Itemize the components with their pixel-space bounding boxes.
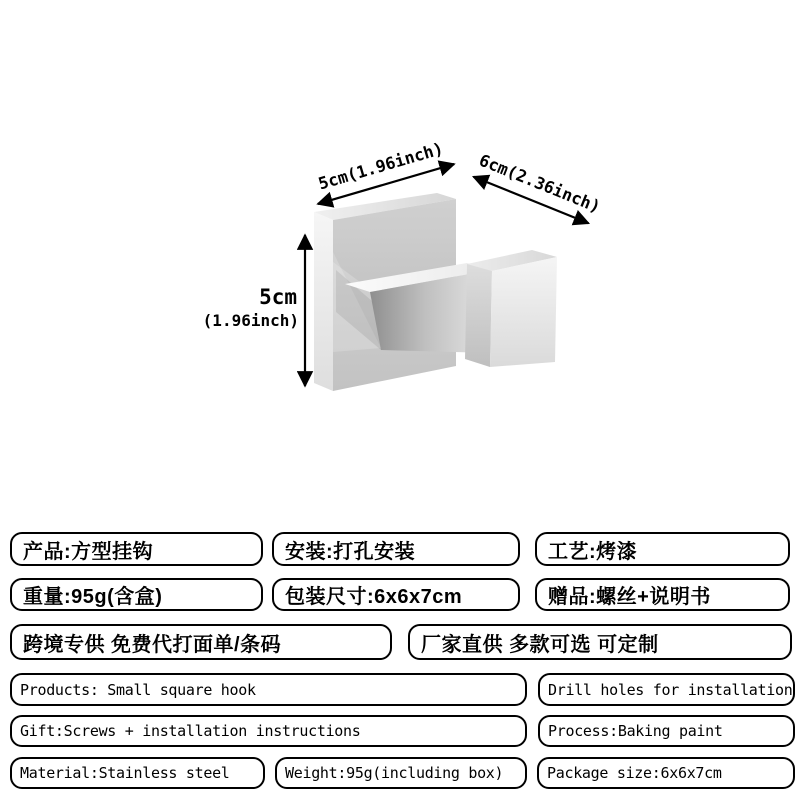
height-value-label: 5cm: [259, 285, 297, 309]
spec-text-weight: 重量:95g(含盒): [23, 586, 163, 608]
spec-text-craft: 工艺:烤漆: [548, 540, 638, 563]
spec-box-cross-border: [10, 624, 392, 660]
depth-label: 6cm(2.36inch): [476, 150, 604, 217]
spec-text-process-en: Process:Baking paint: [548, 722, 723, 740]
spec-box-gift: [535, 578, 790, 611]
spec-text-product: 产品:方型挂钩: [23, 540, 154, 563]
spec-text-products-en: Products: Small square hook: [20, 680, 256, 699]
spec-box-install-en: [538, 673, 795, 706]
spec-box-factory-direct: [408, 624, 792, 660]
spec-text-gift: 赠品:螺丝+说明书: [548, 586, 711, 608]
spec-text-package-size: 包装尺寸:6x6x7cm: [285, 586, 463, 608]
spec-text-weight-en: Weight:95g(including box): [285, 764, 504, 782]
spec-box-weight-en: [275, 757, 527, 789]
spec-box-process-en: [538, 715, 795, 747]
spec-text-factory-direct: 厂家直供 多款可选 可定制: [421, 633, 659, 656]
width-label: 5cm(1.96inch): [316, 139, 446, 194]
spec-box-install: [272, 532, 520, 566]
spec-box-gift-en: [10, 715, 527, 747]
spec-box-product: [10, 532, 263, 566]
dimension-depth: [473, 151, 603, 225]
spec-text-material-en: Material:Stainless steel: [20, 764, 230, 782]
spec-text-package-en: Package size:6x6x7cm: [547, 764, 722, 782]
spec-box-weight: [10, 578, 263, 611]
spec-text-install: 安装:打孔安装: [285, 540, 416, 563]
spec-box-package-en: [537, 757, 795, 789]
spec-box-products-en: [10, 673, 527, 706]
spec-text-install-en: Drill holes for installation: [548, 680, 793, 699]
spec-text-cross-border: 跨境专供 免费代打面单/条码: [23, 633, 282, 656]
spec-box-craft: [535, 532, 790, 566]
dimension-height: [203, 235, 305, 386]
spec-text-gift-en: Gift:Screws + installation instructions: [20, 722, 361, 740]
spec-box-material-en: [10, 757, 265, 789]
height-inch-label: (1.96inch): [202, 311, 299, 330]
spec-box-package-size: [272, 578, 520, 611]
hook-head: [465, 250, 557, 367]
